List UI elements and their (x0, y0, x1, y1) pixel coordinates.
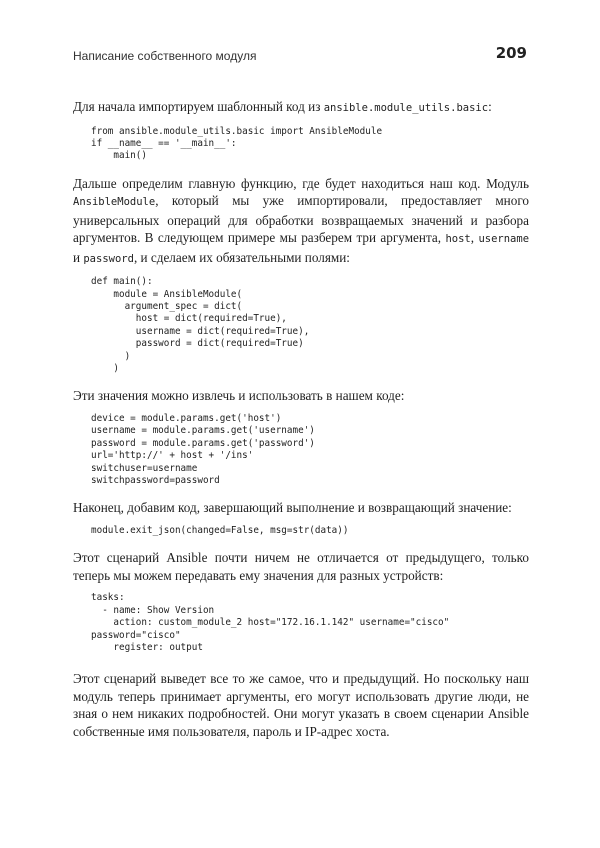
paragraph-main-function (73, 175, 529, 269)
paragraph-conclusion: Этот сценарий выведет все то же самое, что и предыдущий. Но поскольку наш модуль теперь принимает аргументы, его могут использовать другие люди, не зная о нем никаких подробностей. Они могут указать в своем сценарии Ansible собственные имя пользователя, пароль и IP-адрес хоста. (73, 671, 529, 739)
inline-code: ansible.module_utils.basic (323, 102, 489, 114)
running-header: Написание собственного модуля (73, 49, 257, 63)
paragraph-intro (73, 98, 529, 118)
code-block-exit: module.exit_json(changed=False, msg=str(data)) (91, 524, 349, 536)
code-block-main: def main(): module = AnsibleModule( argument_spec = dict( host = dict(required=True), username = dict(required=True), password = dict(required=True) ) ) (91, 276, 310, 375)
page-body (73, 98, 529, 740)
paragraph-text: , и сделаем их обязательными полями: (133, 249, 350, 265)
paragraph-params: Эти значения можно извлечь и использовать в нашем коде: (73, 388, 405, 404)
paragraph-text: , (470, 230, 479, 246)
paragraph-text: , который мы уже импортировали, предоставляет много универсальных операций для обработки возвращаемых значений и разбора аргументов. В следующем примере мы разберем три аргумента, (73, 193, 529, 246)
inline-code: AnsibleModule (73, 196, 156, 209)
inline-code: password (83, 252, 134, 265)
paragraph-exit: Наконец, добавим код, завершающий выполнение и возвращающий значение: (73, 500, 512, 516)
inline-code: username (478, 233, 530, 246)
paragraph-text: Дальше определим главную функцию, где будет находиться наш код. Модуль (73, 175, 529, 191)
paragraph-text: : (488, 99, 492, 114)
inline-code: host (445, 233, 471, 246)
code-block-playbook: tasks: - name: Show Version action: custom_module_2 host="172.16.1.142" username="cisco" password="cisco" register: output (91, 592, 450, 653)
paragraph-text: и (73, 249, 84, 265)
paragraph-playbook: Этот сценарий Ansible почти ничем не отличается от предыдущего, только теперь мы можем передавать ему значения для разных устройств: (73, 550, 529, 583)
page-number: 209 (495, 44, 527, 62)
code-block-params: device = module.params.get('host') username = module.params.get('username') password = module.params.get('password') url='http://' + host + '/ins' switchuser=username switchpassword=password (91, 412, 315, 486)
paragraph-text: Для начала импортируем шаблонный код из (73, 99, 324, 114)
code-block-import: from ansible.module_utils.basic import AnsibleModule if __name__ == '__main__': main() (91, 125, 383, 162)
